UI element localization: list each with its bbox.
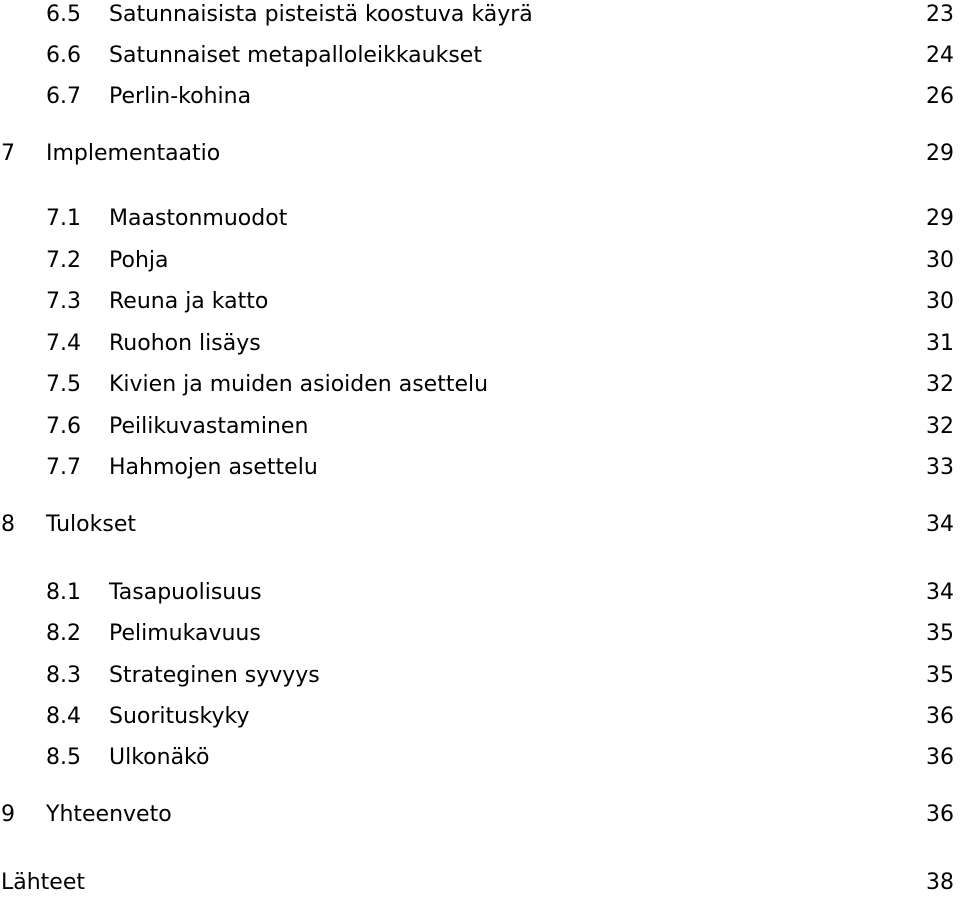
page-number: 36 (926, 745, 954, 770)
toc-entry-6-6[interactable] (0, 41, 960, 71)
section-number: 8.5 (46, 745, 81, 770)
section-title: Maastonmuodot (109, 206, 288, 231)
section-title: Suorituskyky (109, 704, 250, 729)
toc-entry-8[interactable] (0, 510, 960, 540)
toc-entry-9[interactable] (0, 800, 960, 830)
page-number: 36 (926, 704, 954, 729)
section-number: 7.1 (46, 206, 81, 231)
toc-entry-7-6[interactable] (0, 412, 960, 442)
page-number: 36 (926, 802, 954, 827)
section-number: 8.2 (46, 621, 81, 646)
section-title: Ruohon lisäys (109, 331, 261, 356)
section-number: 8.1 (46, 580, 81, 605)
page-number: 23 (926, 2, 954, 27)
toc-entry-8-4[interactable] (0, 702, 960, 732)
section-number: 8.4 (46, 704, 81, 729)
section-title: Strateginen syvyys (109, 663, 320, 688)
section-title: Satunnaisista pisteistä koostuva käyrä (109, 2, 533, 27)
references-title: Lähteet (1, 870, 86, 895)
toc-entry-6-7[interactable] (0, 82, 960, 112)
section-number: 7.7 (46, 455, 81, 480)
page-number: 33 (926, 455, 954, 480)
page-number: 24 (926, 43, 954, 68)
chapter-number: 7 (1, 141, 15, 166)
section-number: 7.3 (46, 289, 81, 314)
toc-entry-references[interactable] (0, 868, 960, 898)
toc-entry-7-4[interactable] (0, 329, 960, 359)
section-number: 7.5 (46, 372, 81, 397)
page-number: 35 (926, 663, 954, 688)
page-number: 32 (926, 414, 954, 439)
page-number: 34 (926, 512, 954, 537)
toc-entry-7[interactable] (0, 139, 960, 169)
page-number: 35 (926, 621, 954, 646)
section-title: Ulkonäkö (109, 745, 210, 770)
page-number: 31 (926, 331, 954, 356)
chapter-number: 8 (1, 512, 15, 537)
page-number: 34 (926, 580, 954, 605)
toc-entry-8-5[interactable] (0, 743, 960, 773)
toc-entry-6-5[interactable] (0, 0, 960, 30)
section-title: Hahmojen asettelu (109, 455, 318, 480)
toc-entry-7-1[interactable] (0, 204, 960, 234)
chapter-title: Tulokset (46, 512, 136, 537)
section-title: Pohja (109, 248, 169, 273)
section-title: Pelimukavuus (109, 621, 261, 646)
toc-entry-7-5[interactable] (0, 370, 960, 400)
section-title: Peilikuvastaminen (109, 414, 309, 439)
page-number: 38 (926, 870, 954, 895)
page-number: 26 (926, 84, 954, 109)
chapter-title: Yhteenveto (46, 802, 172, 827)
section-number: 6.6 (46, 43, 81, 68)
section-title: Tasapuolisuus (109, 580, 262, 605)
chapter-number: 9 (1, 802, 15, 827)
section-title: Reuna ja katto (109, 289, 269, 314)
toc-entry-7-2[interactable] (0, 246, 960, 276)
toc-entry-8-1[interactable] (0, 578, 960, 608)
section-title: Kivien ja muiden asioiden asettelu (109, 372, 489, 397)
toc-entry-8-3[interactable] (0, 661, 960, 691)
page-number: 29 (926, 206, 954, 231)
page-number: 32 (926, 372, 954, 397)
toc-entry-7-7[interactable] (0, 453, 960, 483)
section-number: 6.5 (46, 2, 81, 27)
page-number: 30 (926, 289, 954, 314)
page-number: 30 (926, 248, 954, 273)
section-title: Perlin-kohina (109, 84, 252, 109)
section-number: 6.7 (46, 84, 81, 109)
section-number: 7.4 (46, 331, 81, 356)
section-number: 8.3 (46, 663, 81, 688)
section-number: 7.6 (46, 414, 81, 439)
toc-entry-7-3[interactable] (0, 287, 960, 317)
section-title: Satunnaiset metapalloleikkaukset (109, 43, 482, 68)
page-number: 29 (926, 141, 954, 166)
toc-entry-8-2[interactable] (0, 619, 960, 649)
section-number: 7.2 (46, 248, 81, 273)
chapter-title: Implementaatio (46, 141, 221, 166)
